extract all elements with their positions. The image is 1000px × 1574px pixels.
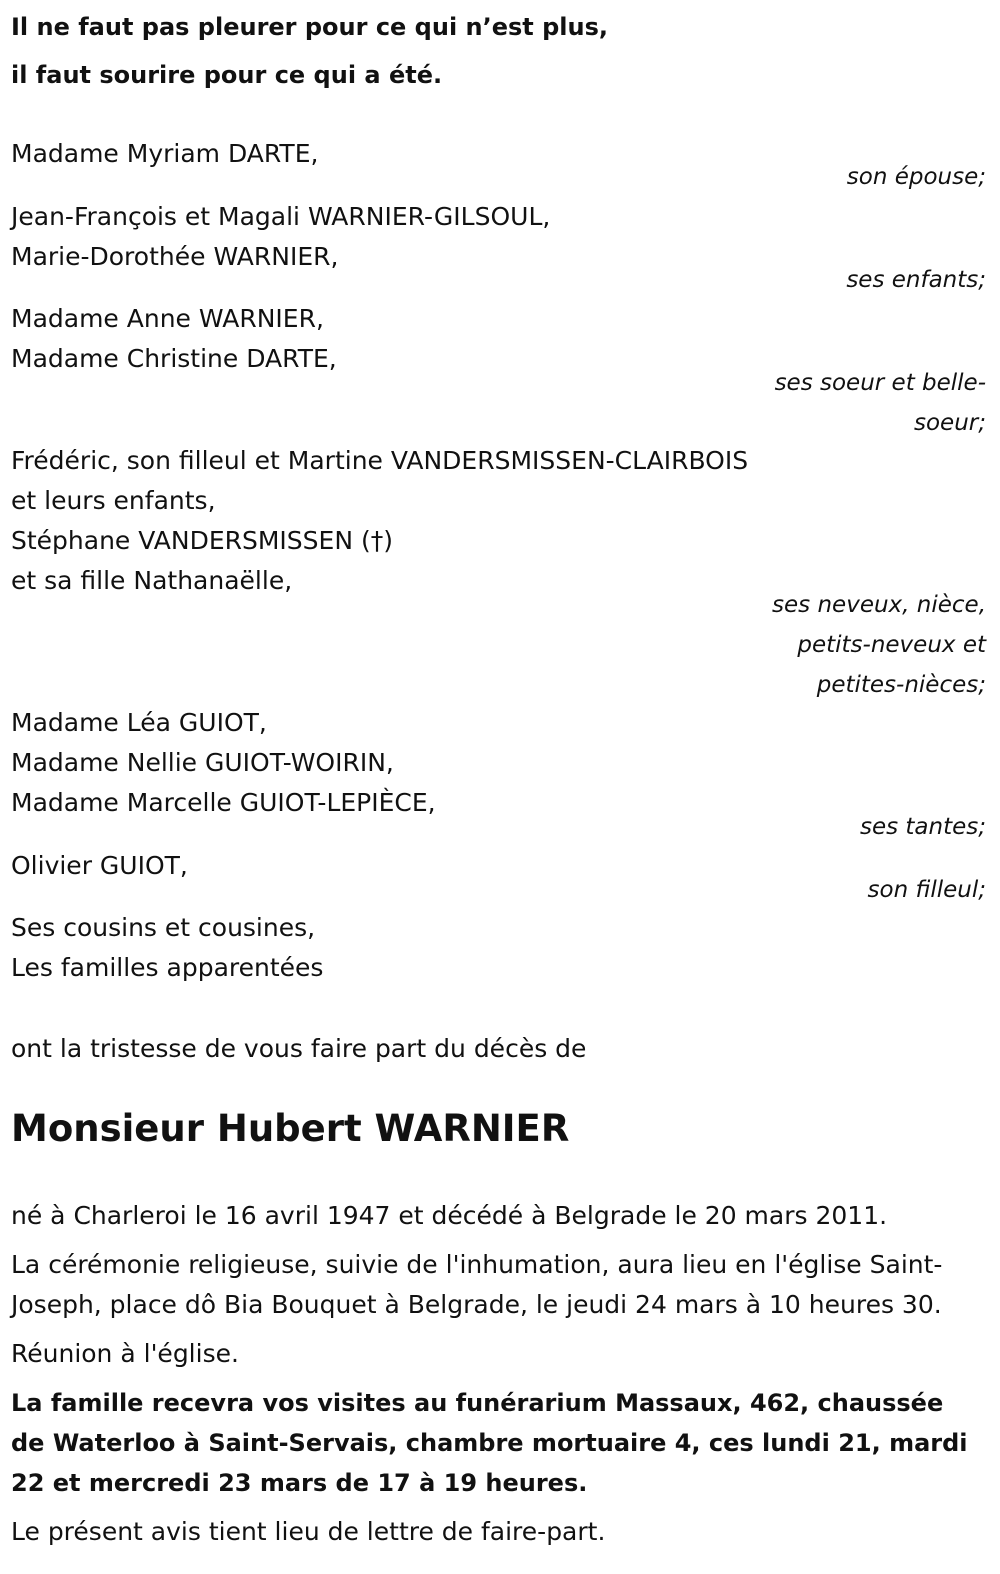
birth-death-line: né à Charleroi le 16 avril 1947 et décédé à Belgrade le 20 mars 2011.: [11, 1201, 888, 1230]
nephew-line: Frédéric, son filleul et Martine VANDERSMISSEN-CLAIRBOIS: [11, 446, 749, 475]
child-name: Marie-Dorothée WARNIER,: [11, 242, 339, 271]
spouse-name: Madame Myriam DARTE,: [11, 139, 319, 168]
sisters-relation: soeur;: [914, 410, 986, 436]
nephews-relation: petits-neveux et: [797, 632, 986, 658]
nephew-line: Stéphane VANDERSMISSEN (†): [11, 526, 393, 555]
child-name: Jean-François et Magali WARNIER-GILSOUL,: [11, 202, 551, 231]
sisters-relation: ses soeur et belle-: [774, 370, 986, 396]
sister-name: Madame Christine DARTE,: [11, 344, 337, 373]
spouse-relation: son épouse;: [846, 164, 986, 190]
other-relatives: Ses cousins et cousines,: [11, 913, 316, 942]
visits-line: La famille recevra vos visites au funérarium Massaux, 462, chaussée: [11, 1389, 944, 1417]
nephews-relation: petites-nièces;: [816, 672, 986, 698]
aunt-name: Madame Marcelle GUIOT-LEPIÈCE,: [11, 788, 436, 817]
aunts-relation: ses tantes;: [859, 814, 986, 840]
announcement-text: ont la tristesse de vous faire part du décès de: [11, 1034, 587, 1063]
ceremony-line: Joseph, place dô Bia Bouquet à Belgrade, le jeudi 24 mars à 10 heures 30.: [11, 1290, 942, 1319]
children-relation: ses enfants;: [846, 267, 986, 293]
visits-line: 22 et mercredi 23 mars de 17 à 19 heures.: [11, 1469, 588, 1497]
nephew-line: et sa fille Nathanaëlle,: [11, 566, 293, 595]
notice-line: Le présent avis tient lieu de lettre de faire-part.: [11, 1517, 606, 1546]
sister-name: Madame Anne WARNIER,: [11, 304, 324, 333]
epigraph-line-1: Il ne faut pas pleurer pour ce qui n’est plus,: [11, 13, 609, 41]
godson-name: Olivier GUIOT,: [11, 851, 188, 880]
nephews-relation: ses neveux, nièce,: [772, 592, 986, 618]
aunt-name: Madame Léa GUIOT,: [11, 708, 267, 737]
epigraph-line-2: il faut sourire pour ce qui a été.: [11, 61, 443, 89]
other-relatives: Les familles apparentées: [11, 953, 324, 982]
meeting-line: Réunion à l'église.: [11, 1339, 239, 1368]
aunt-name: Madame Nellie GUIOT-WOIRIN,: [11, 748, 394, 777]
deceased-name: Monsieur Hubert WARNIER: [11, 1107, 570, 1150]
godson-relation: son filleul;: [867, 877, 986, 903]
ceremony-line: La cérémonie religieuse, suivie de l'inhumation, aura lieu en l'église Saint-: [11, 1250, 943, 1279]
visits-line: de Waterloo à Saint-Servais, chambre mortuaire 4, ces lundi 21, mardi: [11, 1429, 968, 1457]
nephew-line: et leurs enfants,: [11, 486, 216, 515]
